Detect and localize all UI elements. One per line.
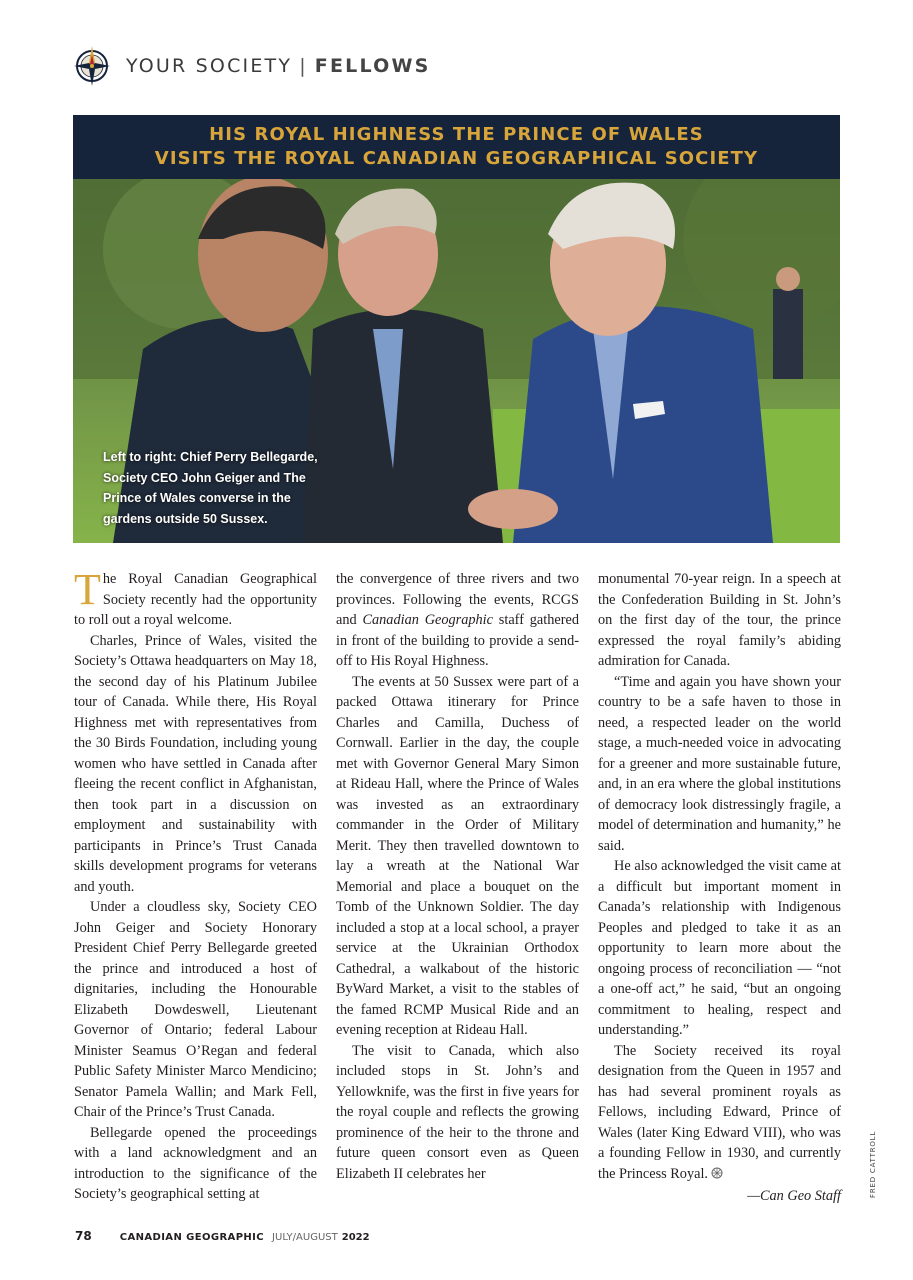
article-paragraph: The Royal Canadian Geographical Society recently had the opportunity to roll out a royal welcome. xyxy=(74,565,317,628)
caption-line: Prince of Wales converse in the xyxy=(103,491,291,505)
caption-line: gardens outside 50 Sussex. xyxy=(103,511,268,526)
end-mark-icon xyxy=(711,1167,723,1179)
article-column-1 xyxy=(74,565,317,1205)
article-paragraph: monumental 70-year reign. In a speech at the Confederation Building in St. John’s on the first day of the tour, the prince expressed the royal family’s abiding admiration for Canada. xyxy=(598,571,841,669)
issue-month: JULY/AUGUST xyxy=(272,1232,338,1243)
article-paragraph: Bellegarde opened the proceedings with a land acknowledgment and an introduction to the significance of the Society’s geographical setting at xyxy=(74,1124,317,1202)
article-paragraph: He also acknowledged the visit came at a difficult but important moment in Canada’s relationship with Indigenous Peoples and pledged to take it as an opportunity to learn more about the ongoing process of reconciliation — “not a one-off act,” he said, “but an ongoing commitment to healing, respect and understanding.” xyxy=(598,858,841,1038)
section-title xyxy=(126,55,431,77)
article-paragraph: The Society received its royal designation from the Queen in 1957 and has had several prominent royals as Fellows, including Edward, Prince of Wales (later King Edward VIII), who was a founding Fellow in 1930, and currently the Princess Royal. xyxy=(598,1042,841,1182)
article-signoff: —Can Geo Staff xyxy=(747,1188,841,1204)
drop-cap: T xyxy=(74,565,101,614)
article-paragraph: the convergence of three rivers and two provinces. Following the events, RCGS and Canadian Geographic staff gathered in front of the building to provide a send-off to His Royal Highness. xyxy=(336,571,579,669)
page-footer xyxy=(75,1229,370,1243)
article-paragraph: “Time and again you have shown your country to be a safe haven to those in need, a respected leader on the world stage, a much-needed voice in advocating for a greener and more sustainable future, and, in an era where the global institutions of democracy look distressingly fragile, a model of determination and humanity,” he said. xyxy=(598,673,841,854)
issue-year: 2022 xyxy=(341,1232,370,1243)
article-column-2 xyxy=(336,569,579,1184)
photo-credit: FRED CATTROLL xyxy=(869,1130,877,1198)
article-paragraph: Under a cloudless sky, Society CEO John Geiger and Society Honorary President Chief Perry Bellegarde greeted the prince and introduced a host of dignitaries, including the Honourable Elizabeth Dowdeswell, Lieutenant Governor of Ontario; federal Labour Minister Seamus O’Regan and federal Public Safety Minister Marco Mendicino; Senator Pamela Wallin; and Mark Fell, Chair of the Prince’s Trust Canada. xyxy=(74,899,317,1120)
section-header xyxy=(72,44,431,88)
magazine-name: CANADIAN GEOGRAPHIC xyxy=(119,1232,265,1243)
compass-rose-icon xyxy=(72,44,112,88)
article-body xyxy=(74,565,841,1209)
section-divider: | xyxy=(299,55,308,77)
subsection-name: FELLOWS xyxy=(314,55,431,77)
magazine-title-italic: Canadian Geographic xyxy=(362,612,493,628)
page-number: 78 xyxy=(75,1229,92,1243)
caption-line: Society CEO John Geiger and The xyxy=(103,470,306,485)
article-paragraph: The events at 50 Sussex were part of a packed Ottawa itinerary for Prince Charles and Camilla, Duchess of Cornwall. Earlier in the day, the couple met with Governor General Mary Simon at Rideau Hall, where the Prince of Wales was invested as an extraordinary commander in the Order of Military Merit. They then travelled downtown to lay a wreath at the National War Memorial and place a bouquet on the Tomb of the Unknown Soldier. The day included a stop at a local school, a prayer service at the Ukrainian Orthodox Cathedral, a walkabout of the historic ByWard Market, a visit to the stables of the famed RCMP Musical Ride and an evening reception at Rideau Hall. xyxy=(336,673,579,1038)
article-photo xyxy=(73,179,840,543)
headline-banner xyxy=(73,115,840,179)
article-column-3 xyxy=(598,569,841,1207)
photo-caption xyxy=(103,447,333,529)
headline-line-1: HIS ROYAL HIGHNESS THE PRINCE OF WALES xyxy=(209,124,704,145)
article-paragraph: Charles, Prince of Wales, visited the Society’s Ottawa headquarters on May 18, the second day of his Platinum Jubilee tour of Canada. While there, His Royal Highness met with representatives from the 30 Birds Foundation, including young women who have settled in Canada after fleeing the recent conflict in Afghanistan, then took part in a discussion on employment and sustainability with participants in Prince’s Trust Canada skills development programs for veterans and youth. xyxy=(74,632,317,895)
section-name: YOUR SOCIETY xyxy=(126,55,293,77)
headline-line-2: VISITS THE ROYAL CANADIAN GEOGRAPHICAL SOCIETY xyxy=(154,148,759,169)
caption-line: Left to right: Chief Perry Bellegarde, xyxy=(103,450,318,464)
article-paragraph: The visit to Canada, which also included stops in St. John’s and Yellowknife, was the first in five years for the royal couple and reflects the growing prominence of the heir to the throne and future queen consort even as Queen Elizabeth II celebrates her xyxy=(336,1042,579,1182)
